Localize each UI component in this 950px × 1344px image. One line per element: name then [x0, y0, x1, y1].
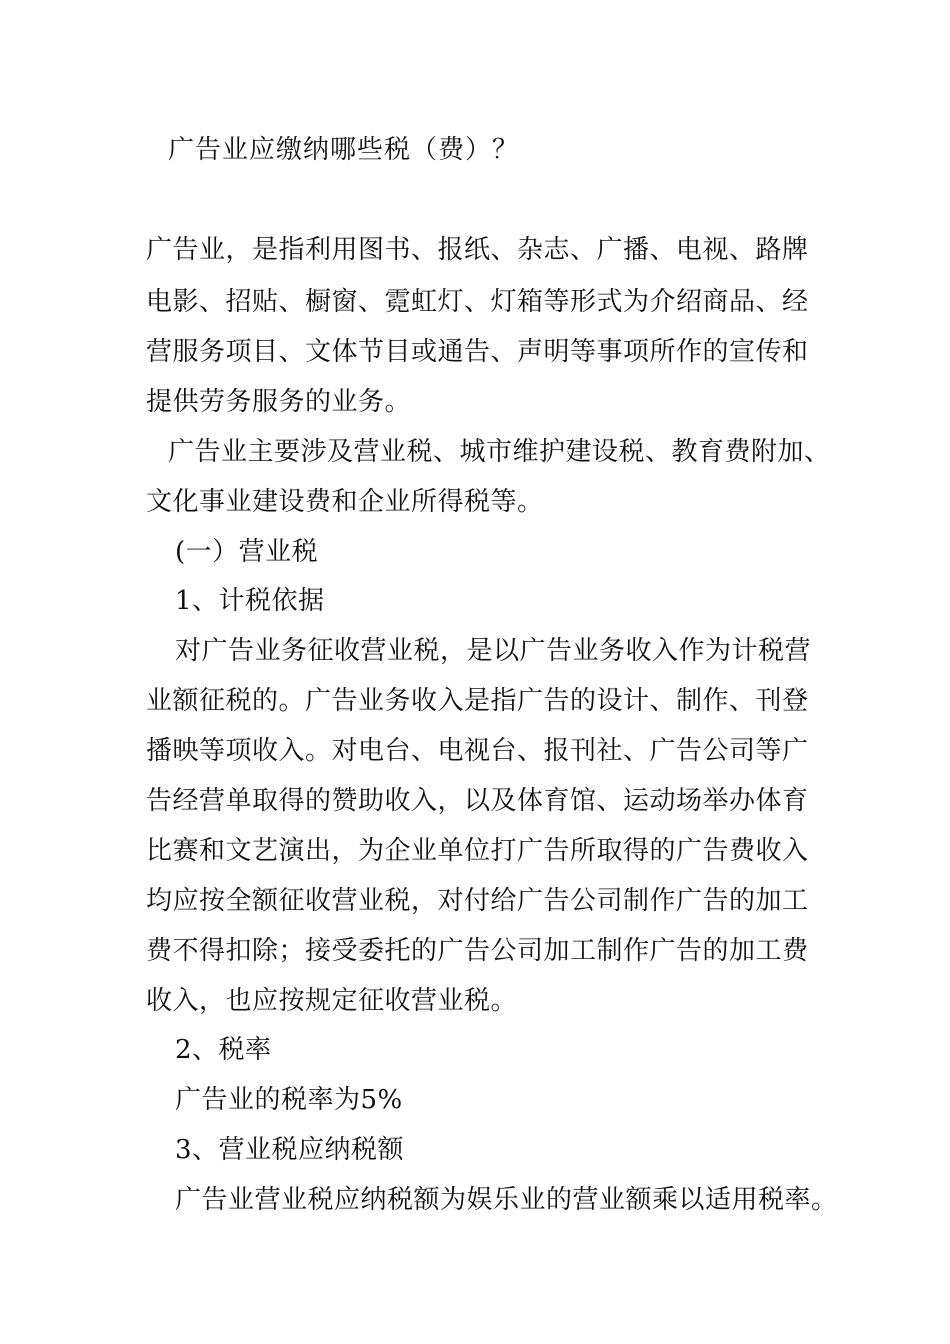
item-3-text: 广告业营业税应纳税额为娱乐业的营业额乘以适用税率。 — [175, 1185, 838, 1215]
paragraph-3-line-2: 业额征税的。广告业务收入是指广告的设计、制作、刊登 — [146, 686, 809, 716]
paragraph-1-line-2: 电影、招贴、橱窗、霓虹灯、灯箱等形式为介绍商品、经 — [146, 287, 809, 317]
paragraph-1-line-4: 提供劳务服务的业务。 — [146, 387, 412, 417]
paragraph-2-line-1: 广告业主要涉及营业税、城市维护建设税、教育费附加、 — [168, 437, 831, 467]
item-2-text: 广告业的税率为5% — [175, 1085, 403, 1115]
paragraph-1-line-3: 营服务项目、文体节目或通告、声明等事项所作的宣传和 — [146, 337, 809, 367]
paragraph-3-line-7: 费不得扣除；接受委托的广告公司加工制作广告的加工费 — [146, 936, 809, 966]
paragraph-3-line-3: 播映等项收入。对电台、电视台、报刊社、广告公司等广 — [146, 736, 809, 766]
paragraph-3-line-8: 收入，也应按规定征收营业税。 — [146, 986, 518, 1016]
document-title: 广告业应缴纳哪些税（费）？ — [168, 135, 520, 165]
paragraph-1-line-1: 广告业，是指利用图书、报纸、杂志、广播、电视、路牌 — [146, 235, 809, 265]
section-1-heading: (一）营业税 — [175, 537, 319, 567]
paragraph-3-line-4: 告经营单取得的赞助收入，以及体育馆、运动场举办体育 — [146, 786, 809, 816]
paragraph-3-line-1: 对广告业务征收营业税，是以广告业务收入作为计税营 — [175, 636, 812, 666]
item-3-heading: 3、营业税应纳税额 — [175, 1135, 405, 1165]
paragraph-3-line-6: 均应按全额征收营业税，对付给广告公司制作广告的加工 — [146, 886, 809, 916]
item-2-heading: 2、税率 — [175, 1035, 272, 1065]
paragraph-3-line-5: 比赛和文艺演出，为企业单位打广告所取得的广告费收入 — [146, 836, 809, 866]
paragraph-2-line-2: 文化事业建设费和企业所得税等。 — [146, 487, 544, 517]
item-1-heading: 1、计税依据 — [175, 586, 325, 616]
